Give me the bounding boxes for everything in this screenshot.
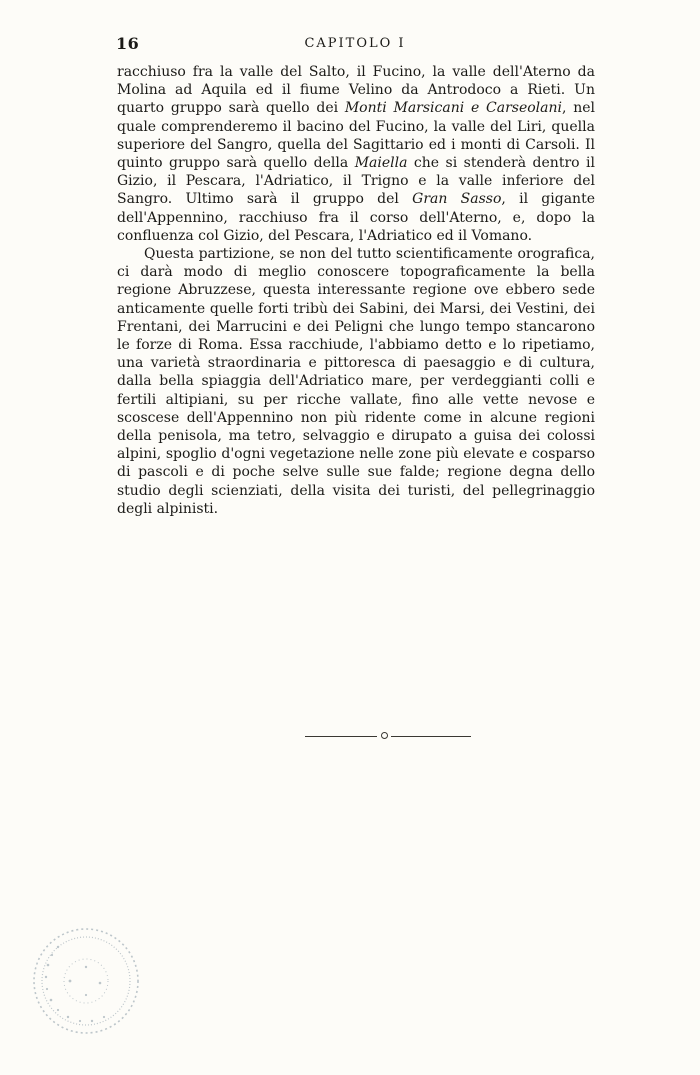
library-stamp-icon [30,925,142,1037]
paragraph-1 [117,63,595,245]
paragraph-1-text-b: , nel quale comprenderemo il bacino del Fucino, la valle del Liri, quella superiore del Sangro, quella del Sagittario ed i monti di Carsoli. Il quinto gruppo sarà quello della [117,100,595,172]
page-number: 16 [116,34,140,53]
paragraph-2: Questa partizione, se non del tutto scientificamente orografica, ci darà modo di meglio conoscere topograficamente la bella regione Abruzzese, questa interessante regione ove ebbero sede anticamente quelle forti tribù dei Sabini, dei Marsi, dei Vestini, dei Frentani, dei Marrucini e dei Peligni che lungo tempo stancarono le forze di Roma. Essa racchiude, l'abbiamo detto e lo ripetiamo, una varietà straordinaria e pittoresca di paesaggio e di cultura, dalla bella spiaggia dell'Adriatico mare, per verdeggianti colli e fertili altipiani, su per ricche vallate, fino alle vette nevose e scoscese dell'Appennino non più ridente come in alcune regioni della penisola, ma tetro, selvaggio e dirupato a guisa dei colossi alpini, spoglio d'ogni vegetazione nelle zone più elevate e cosparso di pascoli e di poche selve sulle sue falde; regione degna dello studio degli scienziati, della visita dei turisti, del pellegrinaggio degli alpinisti. [117,246,595,517]
running-title: CAPITOLO I [304,36,406,51]
divider-line-left [305,736,377,737]
paragraph-1-text-d: , il gigante dell'Appennino, racchiuso fra il corso dell'Aterno, e, dopo la confluenza col Gizio, del Pescara, l'Adriatico ed il Vomano. [117,191,595,244]
page-header [116,34,594,56]
section-divider-ornament [305,729,471,743]
italic-maiella: Maiella [354,155,408,172]
paragraph-1-text-a: racchiuso fra la valle del Salto, il Fucino, la valle dell'Aterno da Molina ad Aquila ed il fiume Velino da Antrodoco a Rieti. Un quarto gruppo sarà quello dei [117,64,595,117]
italic-gran-sasso: Gran Sasso [412,191,502,208]
italic-monti-marsicani: Monti Marsicani e Carseolani [344,100,562,117]
divider-line-right [391,736,471,737]
paragraph-1-text-c: che si stenderà dentro il Gizio, il Pescara, l'Adriatico, il Trigno e la valle inferiore del Sangro. Ultimo sarà il gruppo del [117,155,595,208]
ring-ornament-icon [381,732,388,739]
body-text [117,63,595,518]
